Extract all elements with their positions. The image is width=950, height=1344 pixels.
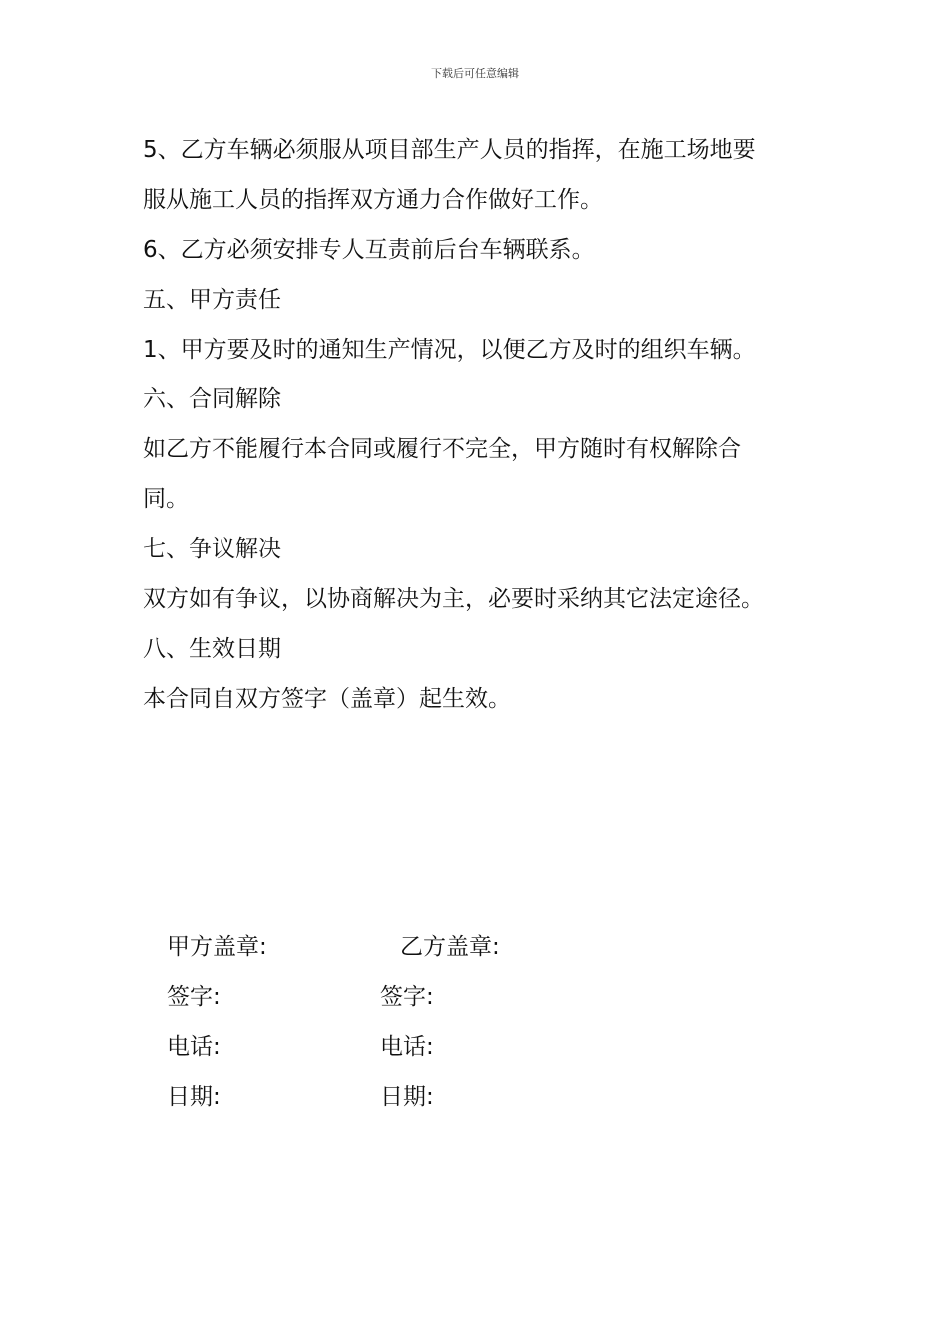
party-b-sign-label: 签字: bbox=[380, 984, 434, 1010]
party-a-phone-label: 电话: bbox=[167, 1034, 221, 1060]
dispute-text: 双方如有争议，以协商解决为主，必要时采纳其它法定途径。 bbox=[143, 586, 764, 612]
page-header: 下载后可任意编辑 bbox=[431, 67, 519, 80]
clause-5-line-1: 5、乙方车辆必须服从项目部生产人员的指挥，在施工场地要 bbox=[143, 137, 756, 163]
section-heading-dispute: 七、争议解决 bbox=[143, 536, 281, 562]
effective-date-text: 本合同自双方签字（盖章）起生效。 bbox=[143, 686, 511, 712]
party-a-duty-1: 1、甲方要及时的通知生产情况，以便乙方及时的组织车辆。 bbox=[143, 337, 756, 363]
party-a-seal-label: 甲方盖章: bbox=[167, 934, 267, 960]
party-a-sign-label: 签字: bbox=[167, 984, 221, 1010]
termination-line-2: 同。 bbox=[143, 486, 189, 512]
section-heading-termination: 六、合同解除 bbox=[143, 386, 281, 412]
section-heading-effective-date: 八、生效日期 bbox=[143, 636, 281, 662]
party-b-seal-label: 乙方盖章: bbox=[400, 934, 500, 960]
section-heading-party-a-duty: 五、甲方责任 bbox=[143, 287, 281, 313]
clause-6: 6、乙方必须安排专人互责前后台车辆联系。 bbox=[143, 237, 595, 263]
clause-5-line-2: 服从施工人员的指挥双方通力合作做好工作。 bbox=[143, 187, 603, 213]
party-b-date-label: 日期: bbox=[380, 1084, 434, 1110]
party-a-date-label: 日期: bbox=[167, 1084, 221, 1110]
termination-line-1: 如乙方不能履行本合同或履行不完全，甲方随时有权解除合 bbox=[143, 436, 741, 462]
party-b-phone-label: 电话: bbox=[380, 1034, 434, 1060]
